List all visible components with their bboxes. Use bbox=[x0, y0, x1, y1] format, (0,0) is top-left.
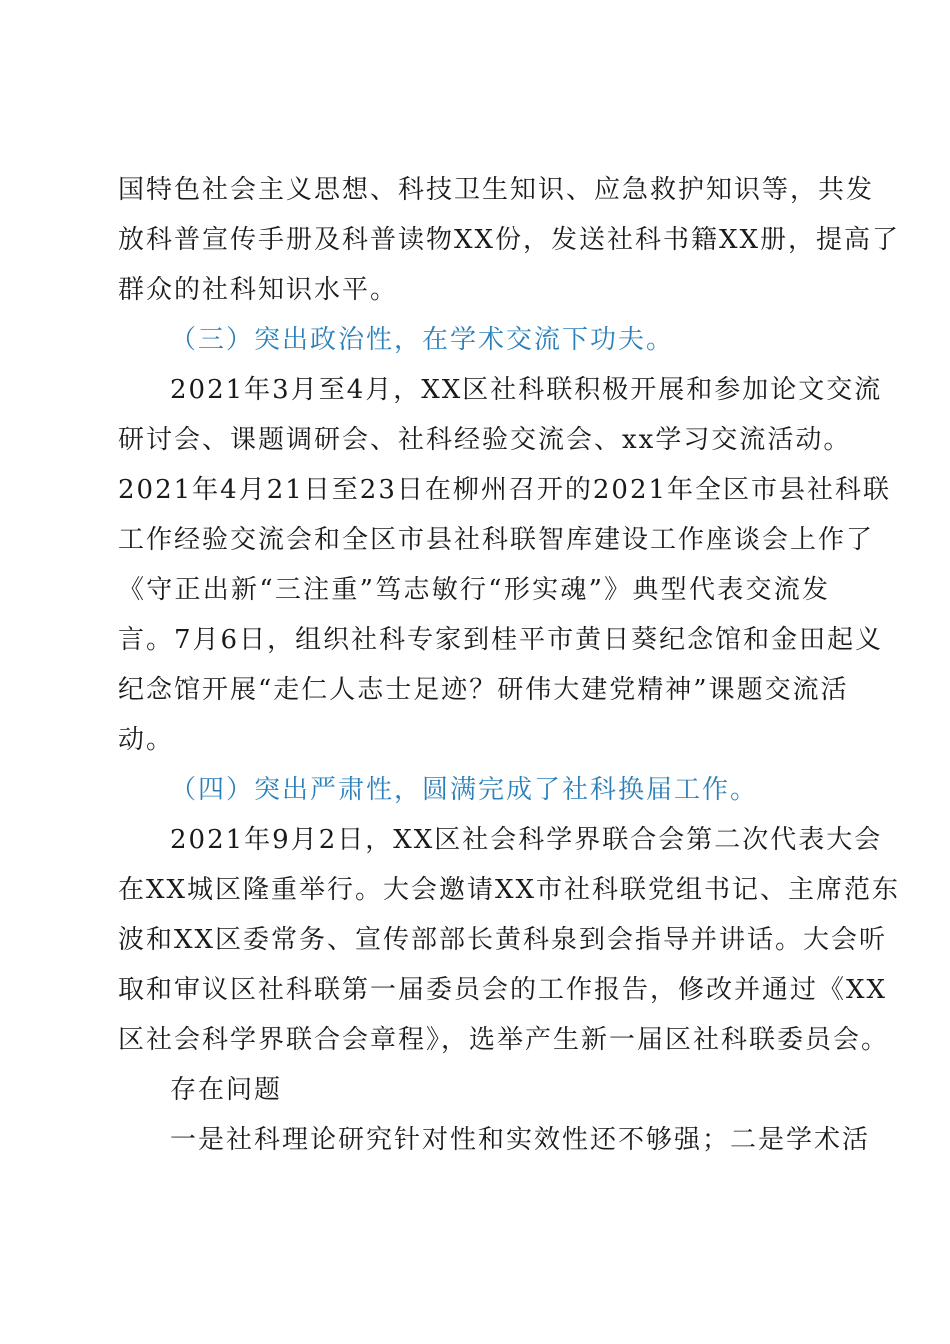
paragraph-line: 区社会科学界联合会章程》，选举产生新一届区社科联委员会。 bbox=[118, 1025, 890, 1055]
paragraph-line: 波和XX区委常务、宣传部部长黄科泉到会指导并讲话。大会听 bbox=[118, 925, 888, 955]
paragraph-line: 群众的社科知识水平。 bbox=[118, 275, 399, 305]
paragraph-line: 言。7月6日，组织社科专家到桂平市黄日葵纪念馆和金田起义 bbox=[118, 625, 884, 655]
section-heading-3: （三）突出政治性，在学术交流下功夫。 bbox=[170, 325, 675, 355]
paragraph-line: 国特色社会主义思想、科技卫生知识、应急救护知识等，共发 bbox=[118, 175, 875, 205]
paragraph-line: 2021年3月至4月，XX区社科联积极开展和参加论文交流 bbox=[170, 375, 883, 405]
paragraph-line: 一是社科理论研究针对性和实效性还不够强；二是学术活 bbox=[170, 1125, 871, 1155]
paragraph-line: 《守正出新“三注重”笃志敏行“形实魂”》典型代表交流发 bbox=[118, 575, 830, 605]
paragraph-line: 取和审议区社科联第一届委员会的工作报告，修改并通过《XX bbox=[118, 975, 888, 1005]
subsection-title: 存在问题 bbox=[170, 1075, 283, 1105]
paragraph-line: 纪念馆开展“走仁人志士足迹？研伟大建党精神”课题交流活 bbox=[118, 675, 849, 705]
paragraph-line: 工作经验交流会和全区市县社科联智库建设工作座谈会上作了 bbox=[118, 525, 875, 555]
paragraph-line: 动。 bbox=[118, 725, 175, 755]
paragraph-line: 研讨会、课题调研会、社科经验交流会、xx学习交流活动。 bbox=[118, 425, 852, 455]
paragraph-line: 在XX城区隆重举行。大会邀请XX市社科联党组书记、主席范东 bbox=[118, 875, 901, 905]
paragraph-line: 2021年9月2日，XX区社会科学界联合会第二次代表大会 bbox=[170, 825, 883, 855]
paragraph-line: 放科普宣传手册及科普读物XX份，发送社科书籍XX册，提高了 bbox=[118, 225, 901, 255]
paragraph-line: 2021年4月21日至23日在柳州召开的2021年全区市县社科联 bbox=[118, 475, 892, 505]
section-heading-4: （四）突出严肃性，圆满完成了社科换届工作。 bbox=[170, 775, 759, 805]
